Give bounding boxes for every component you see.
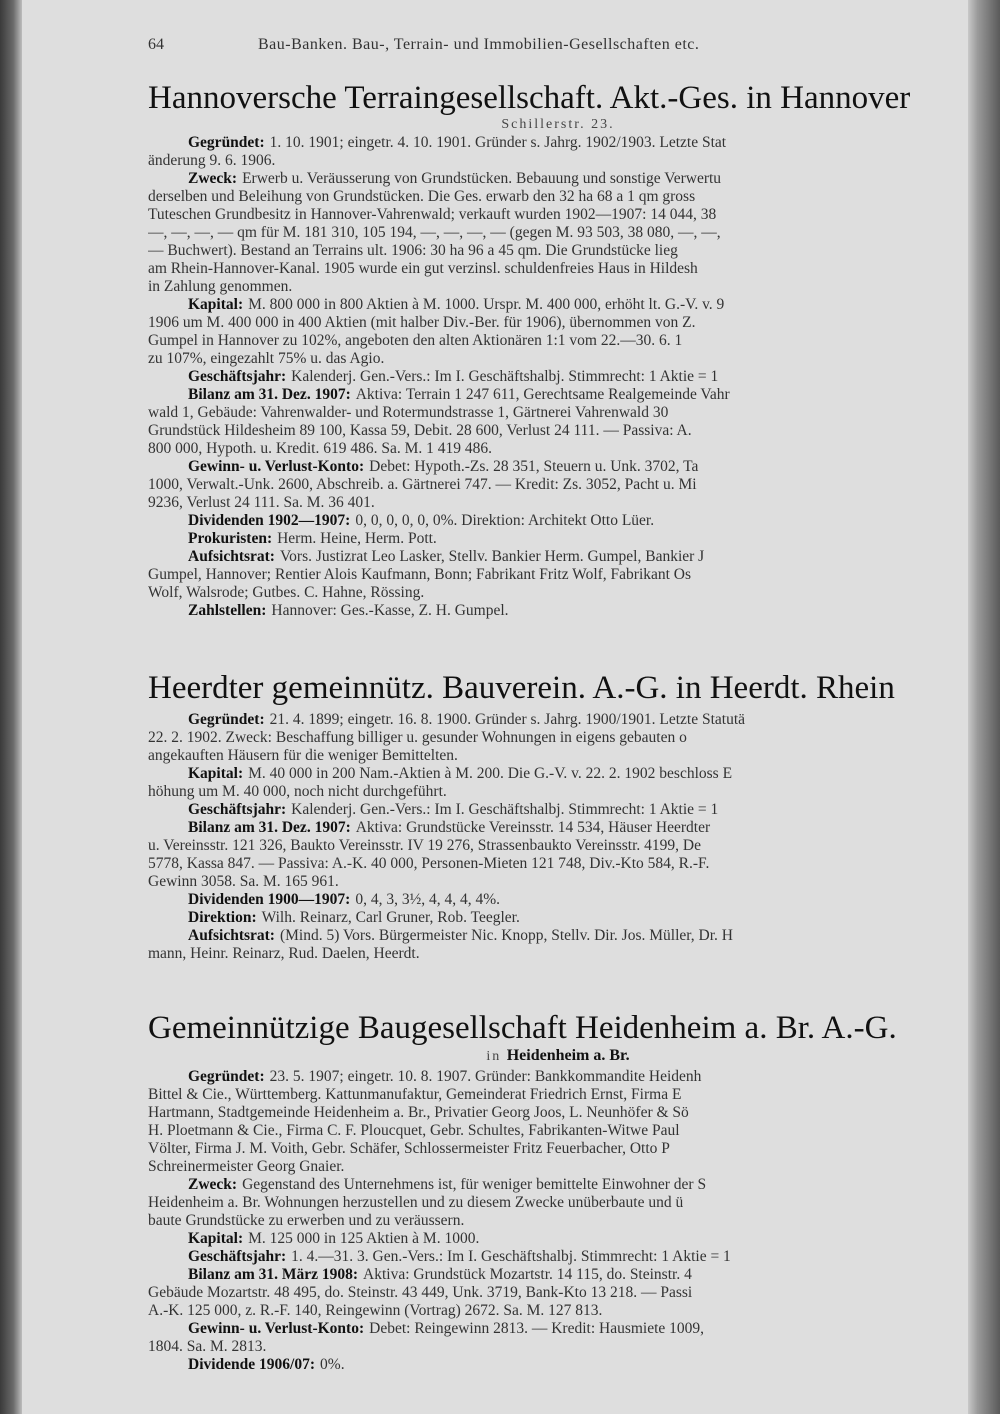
field-label: Kapital:: [188, 296, 244, 313]
text-line: [148, 765, 966, 783]
field-text: 0, 0, 0, 0, 0, 0%. Direktion: Architekt Otto Lüer.: [355, 512, 655, 529]
text-line: [148, 584, 966, 602]
field-text: am Rhein-Hannover-Kanal. 1905 wurde ein gut verzinsl. schuldenfreies Haus in Hildesh: [148, 260, 698, 277]
section-body: [148, 134, 966, 620]
field-text: Aktiva: Grundstück Mozartstr. 14 115, do. Steinstr. 4: [363, 1266, 692, 1283]
field-label: Dividende 1906/07:: [188, 1356, 316, 1373]
field-text: Grundstück Hildesheim 89 100, Kassa 59, Debit. 28 600, Verlust 24 111. — Passiva: A.: [148, 422, 692, 439]
text-line: [148, 404, 966, 422]
field-text: Gebäude Mozartstr. 48 495, do. Steinstr. 43 449, Unk. 3719, Bank-Kto 13 218. — Passi: [148, 1284, 693, 1301]
field-text: A.-K. 125 000, z. R.-F. 140, Reingewinn (Vortrag) 2672. Sa. M. 127 813.: [148, 1302, 603, 1319]
field-text: höhung um M. 40 000, noch nicht durchgeführt.: [148, 783, 447, 800]
field-text: 0%.: [320, 1356, 345, 1373]
field-text: Gumpel, Hannover; Rentier Alois Kaufmann, Bonn; Fabrikant Fritz Wolf, Fabrikant Os: [148, 566, 692, 583]
field-text: änderung 9. 6. 1906.: [148, 152, 276, 169]
text-line: [148, 837, 966, 855]
text-line: [148, 350, 966, 368]
field-text: 1. 10. 1901; eingetr. 4. 10. 1901. Gründer s. Jahrg. 1902/1903. Letzte Stat: [269, 134, 727, 151]
field-label: Bilanz am 31. Dez. 1907:: [188, 386, 351, 403]
field-text: M. 125 000 in 125 Aktien à M. 1000.: [248, 1230, 480, 1247]
text-line: [148, 1068, 966, 1086]
text-line: [148, 1086, 966, 1104]
text-line: [148, 1248, 966, 1266]
field-text: Gumpel in Hannover zu 102%, angeboten den alten Aktionären 1:1 vom 22.—30. 6. 1: [148, 332, 683, 349]
field-label: Kapital:: [188, 1230, 244, 1247]
text-line: [148, 1104, 966, 1122]
text-line: [148, 1320, 966, 1338]
text-line: [148, 494, 966, 512]
field-label: Bilanz am 31. Dez. 1907:: [188, 819, 351, 836]
text-line: [148, 386, 966, 404]
field-text: (Mind. 5) Vors. Bürgermeister Nic. Knopp, Stellv. Dir. Jos. Müller, Dr. H: [279, 927, 733, 944]
text-line: [148, 1140, 966, 1158]
field-text: 0, 4, 3, 3½, 4, 4, 4, 4%.: [355, 891, 501, 908]
field-text: u. Vereinsstr. 121 326, Baukto Vereinsstr. IV 19 276, Strassenbaukto Vereinsstr. 4199, De: [148, 837, 701, 854]
text-line: [148, 1122, 966, 1140]
field-text: 1906 um M. 400 000 in 400 Aktien (mit halber Div.-Ber. für 1906), übernommen von Z.: [148, 314, 696, 331]
text-line: [148, 1338, 966, 1356]
subtitle-prefix: in: [486, 1049, 502, 1064]
text-line: [148, 1158, 966, 1176]
field-label: Geschäftsjahr:: [188, 368, 287, 385]
text-line: [148, 602, 966, 620]
field-text: 5778, Kassa 847. — Passiva: A.-K. 40 000, Personen-Mieten 121 748, Div.-Kto 584, R.-F.: [148, 855, 710, 872]
text-line: [148, 368, 966, 386]
field-text: H. Ploetmann & Cie., Firma C. F. Ploucquet, Gebr. Schultes, Fabrikanten-Witwe Paul: [148, 1122, 680, 1139]
text-line: [148, 1284, 966, 1302]
text-line: [148, 476, 966, 494]
field-text: 1804. Sa. M. 2813.: [148, 1338, 267, 1355]
text-line: [148, 909, 966, 927]
text-line: [148, 1194, 966, 1212]
text-line: [148, 927, 966, 945]
text-line: [148, 819, 966, 837]
field-text: 1000, Verwalt.-Unk. 2600, Abschreib. a. Gärtnerei 747. — Kredit: Zs. 3052, Pacht u. Mi: [148, 476, 697, 493]
text-line: [148, 260, 966, 278]
text-line: [148, 783, 966, 801]
text-line: [148, 278, 966, 296]
text-line: [148, 1266, 966, 1284]
field-text: Völter, Firma J. M. Voith, Gebr. Schäfer, Schlossermeister Fritz Feuerbacher, Otto P: [148, 1140, 670, 1157]
field-text: Kalenderj. Gen.-Vers.: Im I. Geschäftshalbj. Stimmrecht: 1 Aktie = 1: [291, 368, 719, 385]
field-label: Gegründet:: [188, 134, 265, 151]
field-text: 9236, Verlust 24 111. Sa. M. 36 401.: [148, 494, 375, 511]
field-text: Tuteschen Grundbesitz in Hannover-Vahrenwald; verkauft wurden 1902—1907: 14 044, 38: [148, 206, 717, 223]
field-label: Geschäftsjahr:: [188, 801, 287, 818]
text-line: [148, 873, 966, 891]
field-label: Zahlstellen:: [188, 602, 267, 619]
text-line: [148, 1356, 966, 1374]
field-label: Dividenden 1900—1907:: [188, 891, 351, 908]
field-text: — Buchwert). Bestand an Terrains ult. 1906: 30 ha 96 a 45 qm. Die Grundstücke lieg: [148, 242, 678, 259]
text-line: [148, 1176, 966, 1194]
text-line: [148, 1302, 966, 1320]
running-head-title: Bau-Banken. Bau-, Terrain- und Immobilien-Gesellschaften etc.: [258, 36, 700, 53]
field-label: Dividenden 1902—1907:: [188, 512, 351, 529]
field-text: Hartmann, Stadtgemeinde Heidenheim a. Br., Privatier Georg Joos, L. Neunhöfer & Sö: [148, 1104, 689, 1121]
field-label: Gewinn- u. Verlust-Konto:: [188, 1320, 365, 1337]
field-text: Aktiva: Grundstücke Vereinsstr. 14 534, Häuser Heerdter: [355, 819, 711, 836]
text-line: [148, 422, 966, 440]
text-line: [148, 134, 966, 152]
field-label: Direktion:: [188, 909, 257, 926]
field-text: Heidenheim a. Br. Wohnungen herzustellen und zu diesem Zwecke unüberbaute und ü: [148, 1194, 684, 1211]
text-line: [148, 530, 966, 548]
field-text: Kalenderj. Gen.-Vers.: Im I. Geschäftshalbj. Stimmrecht: 1 Aktie = 1: [291, 801, 719, 818]
text-line: [148, 729, 966, 747]
field-text: 21. 4. 1899; eingetr. 16. 8. 1900. Gründer s. Jahrg. 1900/1901. Letzte Statutä: [269, 711, 746, 728]
field-text: Gewinn 3058. Sa. M. 165 961.: [148, 873, 339, 890]
text-line: [148, 512, 966, 530]
field-text: in Zahlung genommen.: [148, 278, 293, 295]
running-header: [148, 36, 968, 54]
text-line: [148, 566, 966, 584]
section-body: [148, 1068, 966, 1374]
field-label: Zweck:: [188, 1176, 238, 1193]
text-line: [148, 206, 966, 224]
section-title: Hannoversche Terraingesellschaft. Akt.-Ges. in Hannover: [148, 80, 911, 116]
text-line: [148, 188, 966, 206]
section-subtitle: [148, 1047, 968, 1065]
field-label: Aufsichtsrat:: [188, 548, 275, 565]
text-line: [148, 855, 966, 873]
field-label: Geschäftsjahr:: [188, 1248, 287, 1265]
field-text: baute Grundstücke zu erwerben und zu veräussern.: [148, 1212, 465, 1229]
field-text: derselben und Beleihung von Grundstücken. Die Ges. erwarb den 32 ha 68 a 1 qm gross: [148, 188, 696, 205]
field-label: Gegründet:: [188, 1068, 265, 1085]
field-text: Wolf, Walsrode; Gutbes. C. Hahne, Rössing.: [148, 584, 425, 601]
field-label: Kapital:: [188, 765, 244, 782]
text-line: [148, 1212, 966, 1230]
field-text: Aktiva: Terrain 1 247 611, Gerechtsame Realgemeinde Vahr: [355, 386, 730, 403]
section-subtitle: Schillerstr. 23.: [501, 117, 615, 132]
section-title: Heerdter gemeinnütz. Bauverein. A.-G. in Heerdt. Rhein: [148, 670, 895, 706]
field-text: Herm. Heine, Herm. Pott.: [277, 530, 437, 547]
field-label: Prokuristen:: [188, 530, 273, 547]
field-label: Aufsichtsrat:: [188, 927, 275, 944]
text-line: [148, 224, 966, 242]
field-text: Vors. Justizrat Leo Lasker, Stellv. Bankier Herm. Gumpel, Bankier J: [279, 548, 705, 565]
field-text: angekauften Häusern für die weniger Bemittelten.: [148, 747, 458, 764]
field-text: wald 1, Gebäude: Vahrenwalder- und Rotermundstrasse 1, Gärtnerei Vahrenwald 30: [148, 404, 669, 421]
text-line: [148, 296, 966, 314]
scan-left-edge: [0, 0, 22, 1414]
field-text: Bittel & Cie., Württemberg. Kattunmanufaktur, Gemeinderat Friedrich Ernst, Firma E: [148, 1086, 682, 1103]
field-text: Erwerb u. Veräusserung von Grundstücken. Bebauung und sonstige Verwertu: [242, 170, 722, 187]
subtitle-place: Heidenheim a. Br.: [506, 1047, 630, 1064]
field-label: Gegründet:: [188, 711, 265, 728]
field-text: Gegenstand des Unternehmens ist, für weniger bemittelte Einwohner der S: [242, 1176, 707, 1193]
text-line: [148, 548, 966, 566]
scan-right-edge: [968, 0, 1000, 1414]
field-label: Zweck:: [188, 170, 238, 187]
field-text: Debet: Hypoth.-Zs. 28 351, Steuern u. Unk. 3702, Ta: [369, 458, 699, 475]
text-line: [148, 945, 966, 963]
text-line: [148, 711, 966, 729]
text-line: [148, 440, 966, 458]
field-text: M. 40 000 in 200 Nam.-Aktien à M. 200. Die G.-V. v. 22. 2. 1902 beschloss E: [248, 765, 733, 782]
text-line: [148, 332, 966, 350]
section-title: Gemeinnützige Baugesellschaft Heidenheim a. Br. A.-G.: [148, 1010, 897, 1046]
page-number: 64: [148, 36, 164, 53]
text-line: [148, 170, 966, 188]
text-line: [148, 242, 966, 260]
text-line: [148, 747, 966, 765]
field-text: mann, Heinr. Reinarz, Rud. Daelen, Heerdt.: [148, 945, 420, 962]
field-text: Schreinermeister Georg Gnaier.: [148, 1158, 345, 1175]
field-text: 22. 2. 1902. Zweck: Beschaffung billiger u. gesunder Wohnungen in eigens gebauten o: [148, 729, 687, 746]
text-line: [148, 1230, 966, 1248]
text-line: [148, 801, 966, 819]
text-line: [148, 314, 966, 332]
field-text: 800 000, Hypoth. u. Kredit. 619 486. Sa. M. 1 419 486.: [148, 440, 493, 457]
field-text: Wilh. Reinarz, Carl Gruner, Rob. Teegler.: [261, 909, 520, 926]
section-body: [148, 711, 966, 963]
field-text: 1. 4.—31. 3. Gen.-Vers.: Im I. Geschäftshalbj. Stimmrecht: 1 Aktie = 1: [291, 1248, 731, 1265]
field-label: Gewinn- u. Verlust-Konto:: [188, 458, 365, 475]
field-text: Hannover: Ges.-Kasse, Z. H. Gumpel.: [271, 602, 509, 619]
text-line: [148, 458, 966, 476]
field-text: zu 107%, eingezahlt 75% u. das Agio.: [148, 350, 385, 367]
field-text: 23. 5. 1907; eingetr. 10. 8. 1907. Gründer: Bankkommandite Heidenh: [269, 1068, 702, 1085]
field-label: Bilanz am 31. März 1908:: [188, 1266, 359, 1283]
text-line: [148, 891, 966, 909]
field-text: M. 800 000 in 800 Aktien à M. 1000. Urspr. M. 400 000, erhöht lt. G.-V. v. 9: [248, 296, 725, 313]
field-text: Debet: Reingewinn 2813. — Kredit: Hausmiete 1009,: [369, 1320, 705, 1337]
text-line: [148, 152, 966, 170]
field-text: —, —, —, — qm für M. 181 310, 105 194, —, —, —, — (gegen M. 93 503, 38 080, —, —,: [148, 224, 721, 241]
